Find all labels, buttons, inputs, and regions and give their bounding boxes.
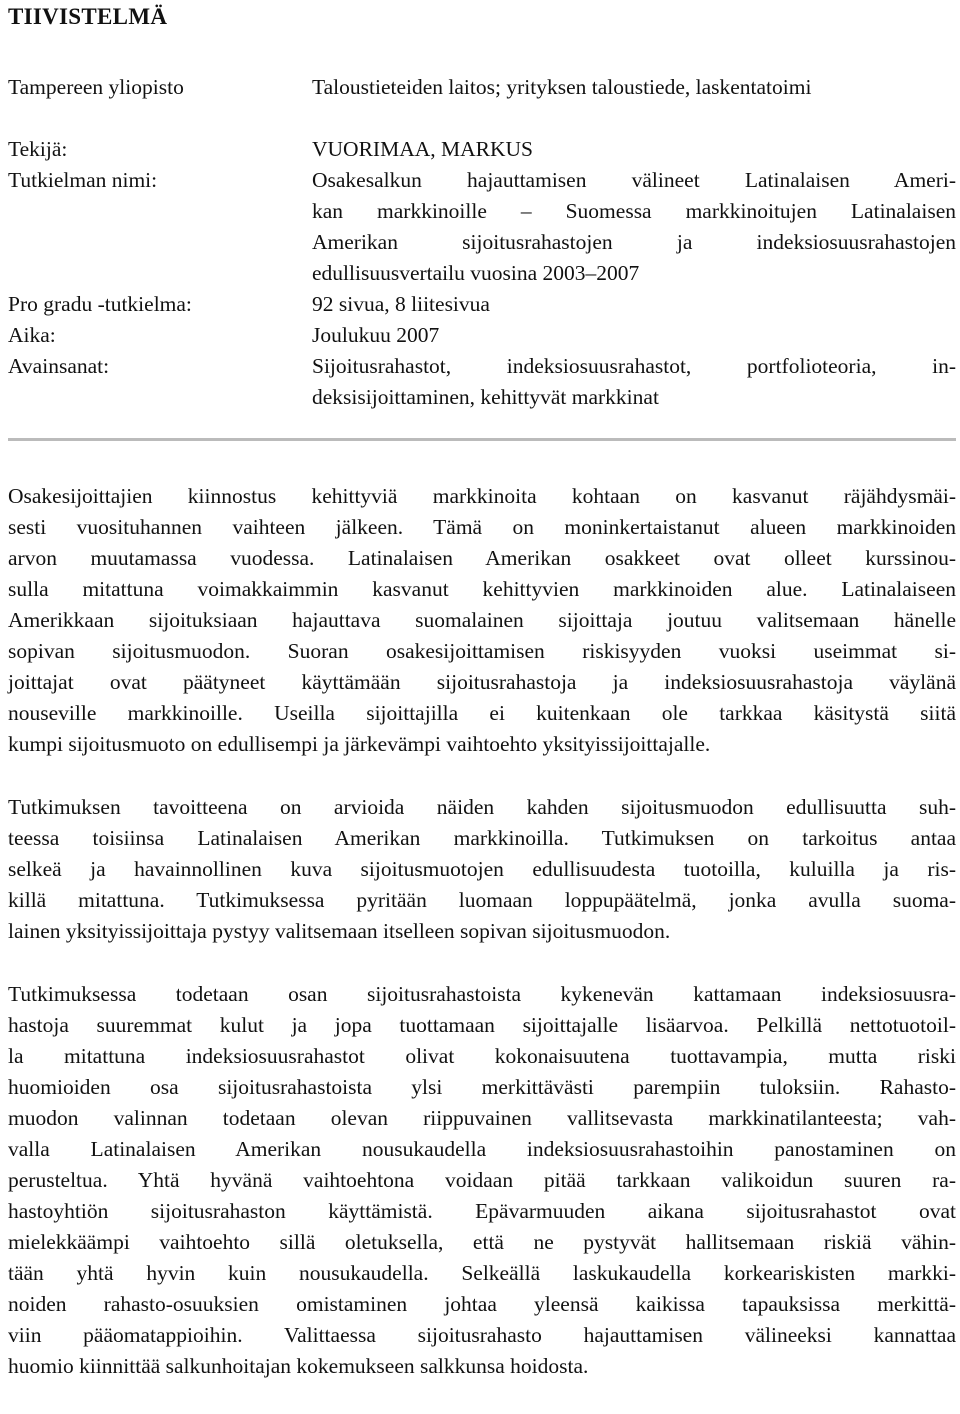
paragraph-line: Osakesijoittajien kiinnostus kehittyviä markkinoita kohtaan on kasvanut räjähdysmäi-	[8, 484, 956, 508]
paragraph-line: huomioiden osa sijoitusrahastoista ylsi merkittävästi parempiin tuloksiin. Rahasto-	[8, 1075, 956, 1099]
meta-value-line: Osakesalkun hajauttamisen välineet Latinalaisen Ameri-	[312, 168, 956, 192]
paragraph-line: valla Latinalaisen Amerikan nousukaudella indeksiosuusrahastoihin panostaminen on	[8, 1137, 956, 1161]
paragraph-line: sopivan sijoitusmuodon. Suoran osakesijoittamisen riskisyyden vuoksi useimmat si-	[8, 639, 956, 663]
paragraph-line: perusteltua. Yhtä hyvänä vaihtoehtona voidaan pitää tarkkaan valikoidun suuren ra-	[8, 1168, 956, 1192]
paragraph-line: huomio kiinnittää salkunhoitajan kokemukseen salkkunsa hoidosta.	[8, 1354, 589, 1378]
meta-row	[8, 134, 956, 165]
thesis-meta-list	[8, 134, 956, 413]
meta-value-line: Sijoitusrahastot, indeksiosuusrahastot, portfolioteoria, in-	[312, 354, 956, 378]
meta-label: Tutkielman nimi:	[8, 168, 158, 192]
university-name: Tampereen yliopisto	[8, 75, 184, 99]
paragraph-line: muodon valinnan todetaan olevan riippuvainen vallitsevasta markkinatilanteesta; vah-	[8, 1106, 956, 1130]
paragraph-line: killä mitattuna. Tutkimuksessa pyritään luomaan loppupäätelmä, jonka avulla suoma-	[8, 888, 956, 912]
paragraph-line: arvon muutamassa vuodessa. Latinalaisen Amerikan osakkeet ovat olleet kurssinou-	[8, 546, 956, 570]
paragraph-line: sulla mitattuna voimakkaimmin kasvanut kehittyvien markkinoiden alue. Latinalaiseen	[8, 577, 956, 601]
paragraph-line: teessa toisiinsa Latinalaisen Amerikan markkinoilla. Tutkimuksen on tarkoitus antaa	[8, 826, 956, 850]
paragraph-line: noiden rahasto-osuuksien omistaminen johtaa yleensä kaikissa tapauksissa merkittä-	[8, 1292, 956, 1316]
meta-value	[312, 134, 956, 165]
thesis-info	[8, 72, 956, 413]
meta-value-line: Amerikan sijoitusrahastojen ja indeksiosuusrahastojen	[312, 230, 956, 254]
abstract-body	[8, 481, 956, 1414]
meta-value-line: 92 sivua, 8 liitesivua	[312, 292, 490, 316]
meta-label: Avainsanat:	[8, 354, 110, 378]
paragraph-line: nouseville markkinoille. Useilla sijoittajilla ei kuitenkaan ole tarkkaa käsitystä siitä	[8, 701, 956, 725]
paragraph-line: Amerikkaan sijoituksiaan hajauttava suomalainen sijoittaja joutuu valitsemaan hänelle	[8, 608, 956, 632]
paragraph-line: hastoyhtiön sijoitusrahaston käyttämistä. Epävarmuuden aikana sijoitusrahastot ovat	[8, 1199, 956, 1223]
paragraph-line: selkeä ja havainnollinen kuva sijoitusmuotojen edullisuudesta tuotoilla, kuluilla ja ris-	[8, 857, 956, 881]
paragraph-line: lainen yksityissijoittaja pystyy valitsemaan itselleen sopivan sijoitusmuodon.	[8, 919, 671, 943]
university-row	[8, 72, 956, 103]
meta-label: Aika:	[8, 323, 56, 347]
paragraph-line: sesti vuosituhannen vaihteen jälkeen. Tämä on moninkertaistanut alueen markkinoiden	[8, 515, 956, 539]
paragraph-line: la mitattuna indeksiosuusrahastot olivat kokonaisuutena tuottavampia, mutta riski	[8, 1044, 956, 1068]
meta-value-line: kan markkinoille – Suomessa markkinoitujen Latinalaisen	[312, 199, 956, 223]
meta-value-line: VUORIMAA, MARKUS	[312, 137, 533, 161]
meta-value	[312, 289, 956, 320]
paragraph-line: joittajat ovat päätyneet käyttämään sijoitusrahastoja ja indeksiosuusrahastoja väylänä	[8, 670, 956, 694]
meta-value	[312, 320, 956, 351]
paragraph-line: hastoja suuremmat kulut ja jopa tuottamaan sijoittajalle lisäarvoa. Pelkillä nettotuotoil-	[8, 1013, 956, 1037]
paragraph-line: viin pääomatappioihin. Valittaessa sijoitusrahasto hajauttamisen välineeksi kannattaa	[8, 1323, 956, 1347]
paragraph-line: kumpi sijoitusmuoto on edullisempi ja järkevämpi vaihtoehto yksityissijoittajalle.	[8, 732, 711, 756]
paragraph-line: Tutkimuksen tavoitteena on arvioida näiden kahden sijoitusmuodon edullisuutta suh-	[8, 795, 956, 819]
abstract-paragraph	[8, 481, 956, 760]
meta-row	[8, 351, 956, 413]
abstract-paragraph	[8, 792, 956, 947]
meta-value-line: edullisuusvertailu vuosina 2003–2007	[312, 261, 640, 285]
meta-value	[312, 351, 956, 413]
page-title: TIIVISTELMÄ	[8, 4, 168, 29]
meta-row	[8, 165, 956, 289]
meta-value-line: deksisijoittaminen, kehittyvät markkinat	[312, 385, 659, 409]
meta-label: Pro gradu -tutkielma:	[8, 292, 192, 316]
abstract-paragraph	[8, 979, 956, 1382]
meta-label: Tekijä:	[8, 137, 68, 161]
paragraph-line: Tutkimuksessa todetaan osan sijoitusrahastoista kykenevän kattamaan indeksiosuusra-	[8, 982, 956, 1006]
paragraph-line: tään yhtä hyvin kuin nousukaudella. Selkeällä laskukaudella korkeariskisten markki-	[8, 1261, 956, 1285]
separator-rule	[8, 438, 956, 441]
meta-value	[312, 165, 956, 289]
meta-value-line: Joulukuu 2007	[312, 323, 440, 347]
meta-row	[8, 320, 956, 351]
paragraph-line: mielekkäämpi vaihtoehto sillä oletuksella, että ne pystyvät hallitsemaan riskiä vähin-	[8, 1230, 956, 1254]
meta-row	[8, 289, 956, 320]
department-name: Taloustieteiden laitos; yrityksen taloustiede, laskentatoimi	[312, 75, 812, 99]
